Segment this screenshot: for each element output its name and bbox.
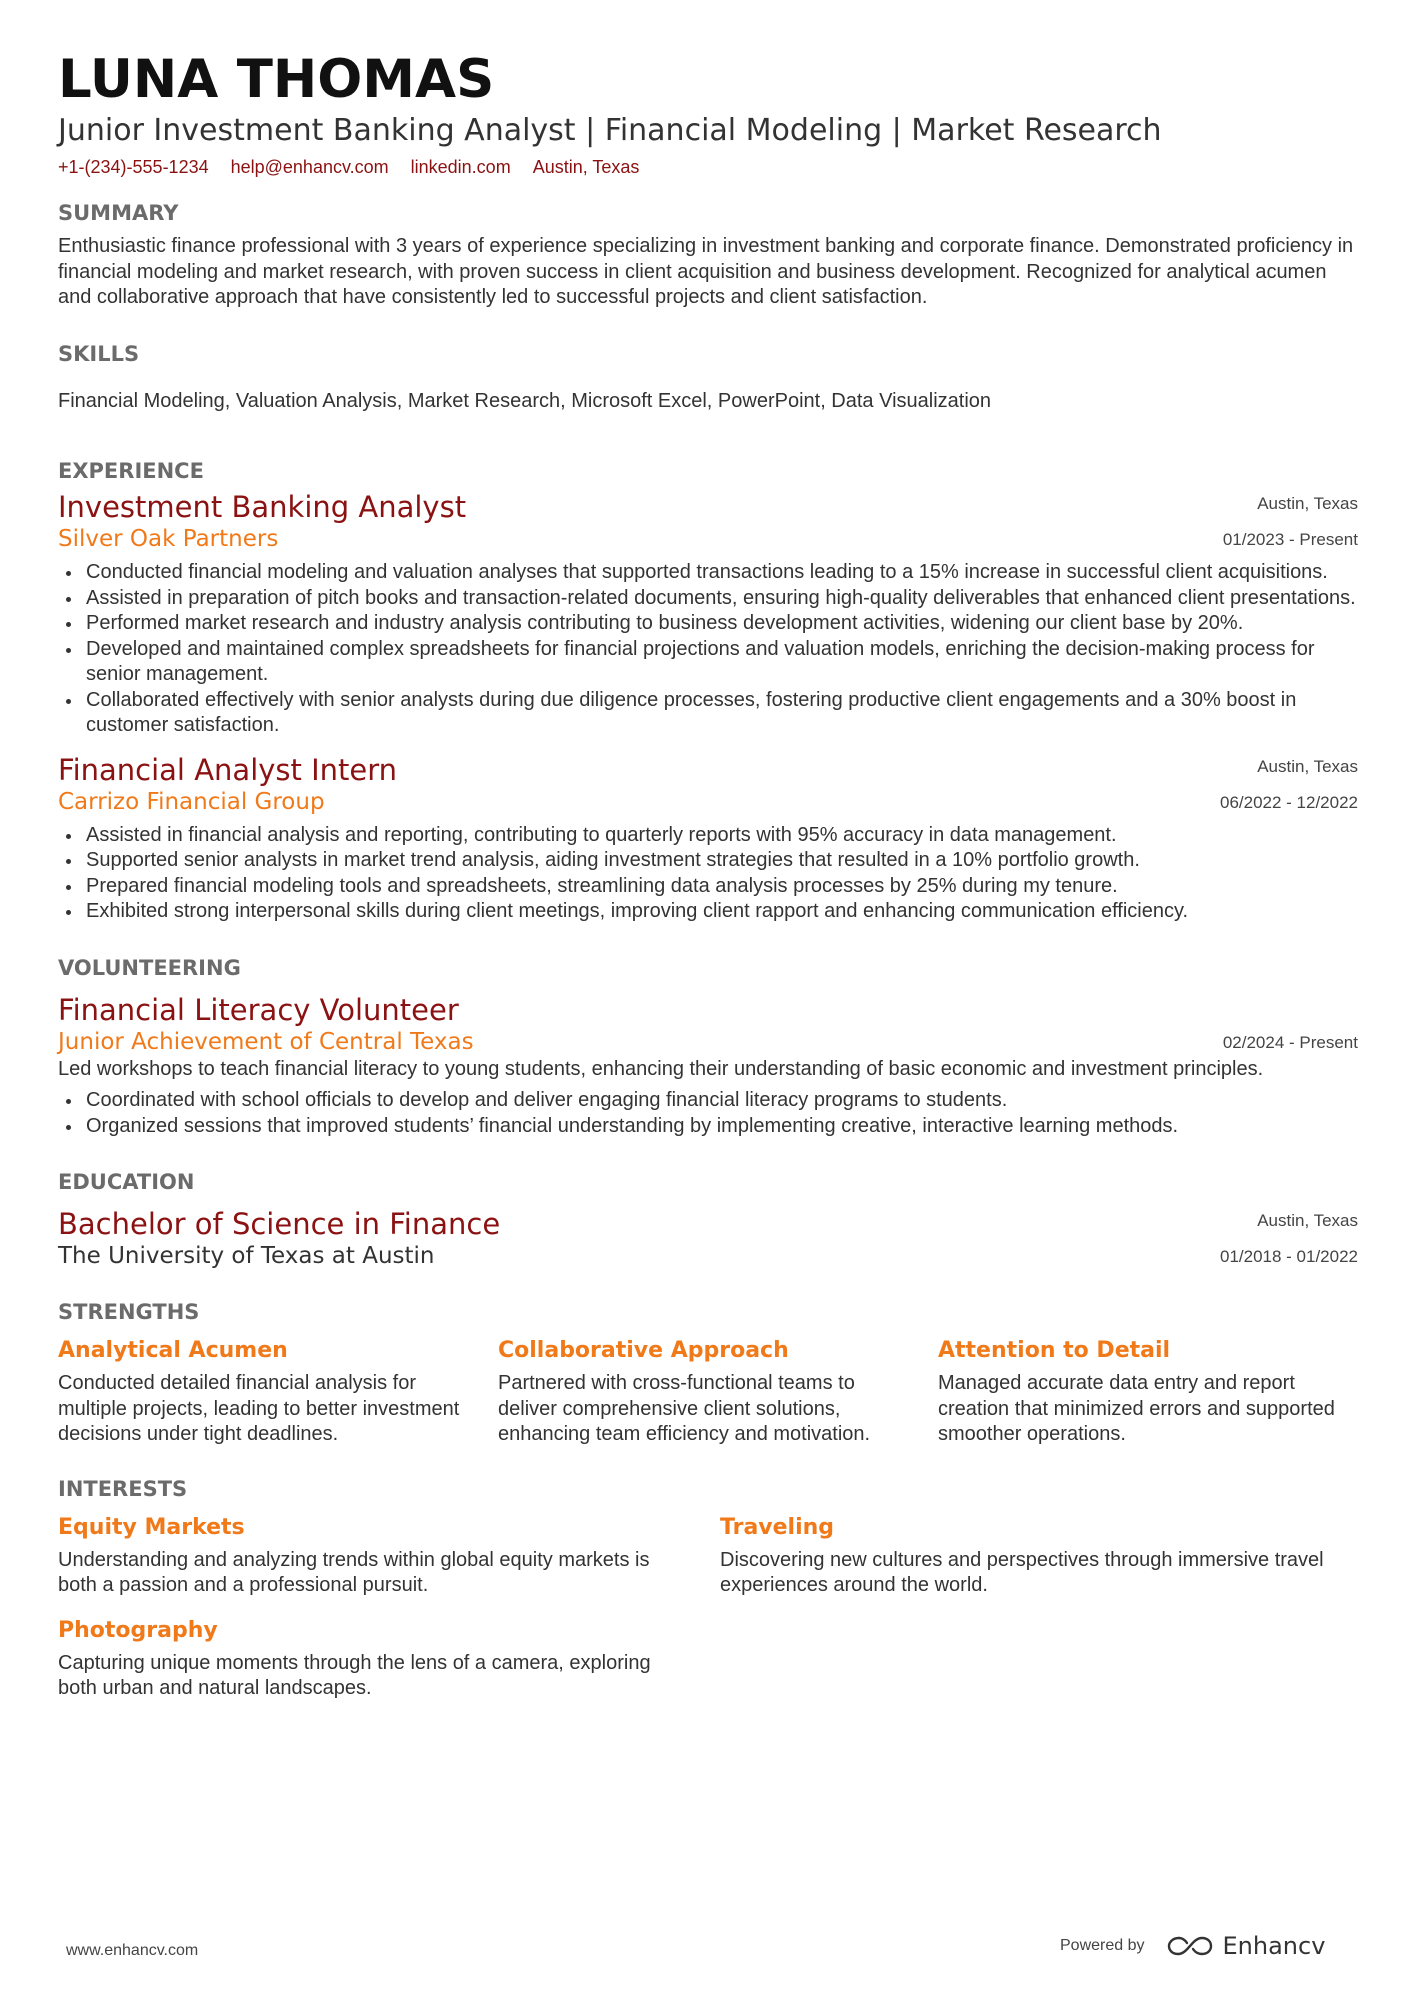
interest-item — [58, 1617, 720, 1702]
strength-title: Collaborative Approach — [498, 1338, 789, 1363]
infinity-icon — [1167, 1935, 1213, 1957]
volunteer-dates: 02/2024 - Present — [1222, 1032, 1358, 1052]
brand-name: Enhancv — [1222, 1932, 1326, 1960]
job-company: Carrizo Financial Group — [58, 788, 325, 815]
skills-heading: SKILLS — [58, 341, 140, 366]
bullet-item: Assisted in financial analysis and reporting, contributing to quarterly reports with 95% accuracy in data management. — [58, 823, 1358, 849]
powered-by-label: Powered by — [1060, 1937, 1145, 1954]
volunteer-description: Led workshops to teach financial literacy to young students, enhancing their understanding of basic economic and investment principles. — [58, 1057, 1264, 1080]
strength-text: Managed accurate data entry and report creation that minimized errors and supported smoother operations. — [938, 1372, 1335, 1445]
summary-heading: SUMMARY — [58, 201, 179, 225]
education-dates: 01/2018 - 01/2022 — [1219, 1247, 1358, 1266]
bullet-item: Supported senior analysts in market trend analysis, aiding investment strategies that resulted in a 10% portfolio growth. — [58, 848, 1358, 874]
degree-title: Bachelor of Science in Finance — [58, 1207, 501, 1241]
job-bullets — [58, 823, 1358, 925]
contact-row — [58, 156, 1358, 178]
volunteer-bullets — [58, 1088, 1358, 1139]
job-title: Investment Banking Analyst — [58, 490, 467, 524]
job-title: Financial Analyst Intern — [58, 752, 398, 787]
job-dates: 01/2023 - Present — [1222, 530, 1358, 549]
enhancv-logo[interactable] — [1167, 1932, 1326, 1960]
experience-heading: EXPERIENCE — [58, 459, 204, 483]
strengths-grid — [58, 1337, 1358, 1448]
linkedin-link[interactable]: linkedin.com — [410, 157, 511, 177]
bullet-item: Exhibited strong interpersonal skills during client meetings, improving client rapport and enhancing communication efficiency. — [58, 899, 1358, 925]
interests-grid — [58, 1514, 1358, 1702]
volunteering-heading: VOLUNTEERING — [58, 955, 241, 980]
volunteering-entry — [58, 993, 1358, 1140]
interest-text: Understanding and analyzing trends within global equity markets is both a passion and a professional pursuit. — [58, 1548, 650, 1596]
bullet-item: Organized sessions that improved students’ financial understanding by implementing creative, interactive learning methods. — [58, 1114, 1358, 1140]
interest-text: Capturing unique moments through the lens of a camera, exploring both urban and natural landscapes. — [58, 1651, 651, 1699]
job-location: Austin, Texas — [1257, 494, 1358, 513]
job-bullets — [58, 560, 1358, 739]
volunteer-role: Financial Literacy Volunteer — [58, 992, 459, 1027]
interest-item — [58, 1514, 720, 1599]
interest-title: Photography — [58, 1617, 218, 1643]
strength-item — [498, 1337, 938, 1448]
volunteer-org: Junior Achievement of Central Texas — [58, 1028, 474, 1055]
interest-title: Equity Markets — [58, 1514, 245, 1540]
job-dates: 06/2022 - 12/2022 — [1219, 792, 1358, 812]
summary-text: Enthusiastic finance professional with 3 years of experience specializing in investment banking and corporate finance. Demonstrated proficiency in financial modeling and market research, with proven success in client acquisition and business development. Recognized for analytical acumen and collaborative approach that have consistently led to successful projects and client satisfaction. — [58, 235, 1354, 308]
bullet-item: Collaborated effectively with senior analysts during due diligence processes, fostering productive client engagements and a 30% boost in customer satisfaction. — [58, 688, 1358, 739]
bullet-item: Developed and maintained complex spreadsheets for financial projections and valuation models, enriching the decision-making process for senior management. — [58, 637, 1358, 688]
interest-title: Traveling — [720, 1514, 835, 1540]
strengths-heading: STRENGTHS — [58, 1300, 200, 1324]
strength-item — [58, 1337, 498, 1448]
email-link[interactable]: help@enhancv.com — [230, 157, 389, 177]
strength-item — [938, 1337, 1358, 1448]
job-location: Austin, Texas — [1257, 756, 1358, 776]
skills-text: Financial Modeling, Valuation Analysis, Market Research, Microsoft Excel, PowerPoint, Data Visualization — [58, 389, 992, 412]
strength-text: Conducted detailed financial analysis for multiple projects, leading to better investment decisions under tight deadlines. — [58, 1372, 460, 1445]
strength-title: Attention to Detail — [938, 1338, 1171, 1363]
education-heading: EDUCATION — [58, 1170, 195, 1194]
interest-item — [720, 1514, 1358, 1599]
candidate-headline: Junior Investment Banking Analyst | Financial Modeling | Market Research — [58, 113, 1162, 148]
bullet-item: Prepared financial modeling tools and spreadsheets, streamlining data analysis processes by 25% during my tenure. — [58, 874, 1358, 900]
education-location: Austin, Texas — [1257, 1211, 1358, 1230]
bullet-item: Conducted financial modeling and valuation analyses that supported transactions leading to a 15% increase in successful client acquisitions. — [58, 560, 1358, 586]
resume-page — [58, 50, 1358, 1702]
education-entry — [58, 1207, 1358, 1271]
school-name: The University of Texas at Austin — [58, 1243, 435, 1269]
footer-website[interactable]: www.enhancv.com — [66, 1942, 199, 1959]
interest-text: Discovering new cultures and perspectives through immersive travel experiences around the world. — [720, 1548, 1324, 1596]
experience-entry — [58, 753, 1358, 925]
location-text: Austin, Texas — [532, 157, 640, 177]
bullet-item: Assisted in preparation of pitch books and transaction-related documents, ensuring high-quality deliverables that enhanced client presentations. — [58, 586, 1358, 612]
phone-link[interactable]: +1-(234)-555-1234 — [58, 157, 209, 177]
bullet-item: Performed market research and industry analysis contributing to business development activities, widening our client base by 20%. — [58, 611, 1358, 637]
bullet-item: Coordinated with school officials to develop and deliver engaging financial literacy programs to students. — [58, 1088, 1358, 1114]
experience-entry — [58, 490, 1358, 739]
footer-branding — [1060, 1932, 1325, 1960]
interests-heading: INTERESTS — [58, 1476, 188, 1501]
candidate-name: LUNA THOMAS — [58, 49, 495, 110]
job-company: Silver Oak Partners — [58, 526, 279, 552]
strength-text: Partnered with cross-functional teams to deliver comprehensive client solutions, enhancing team efficiency and motivation. — [498, 1372, 871, 1445]
strength-title: Analytical Acumen — [58, 1338, 288, 1363]
